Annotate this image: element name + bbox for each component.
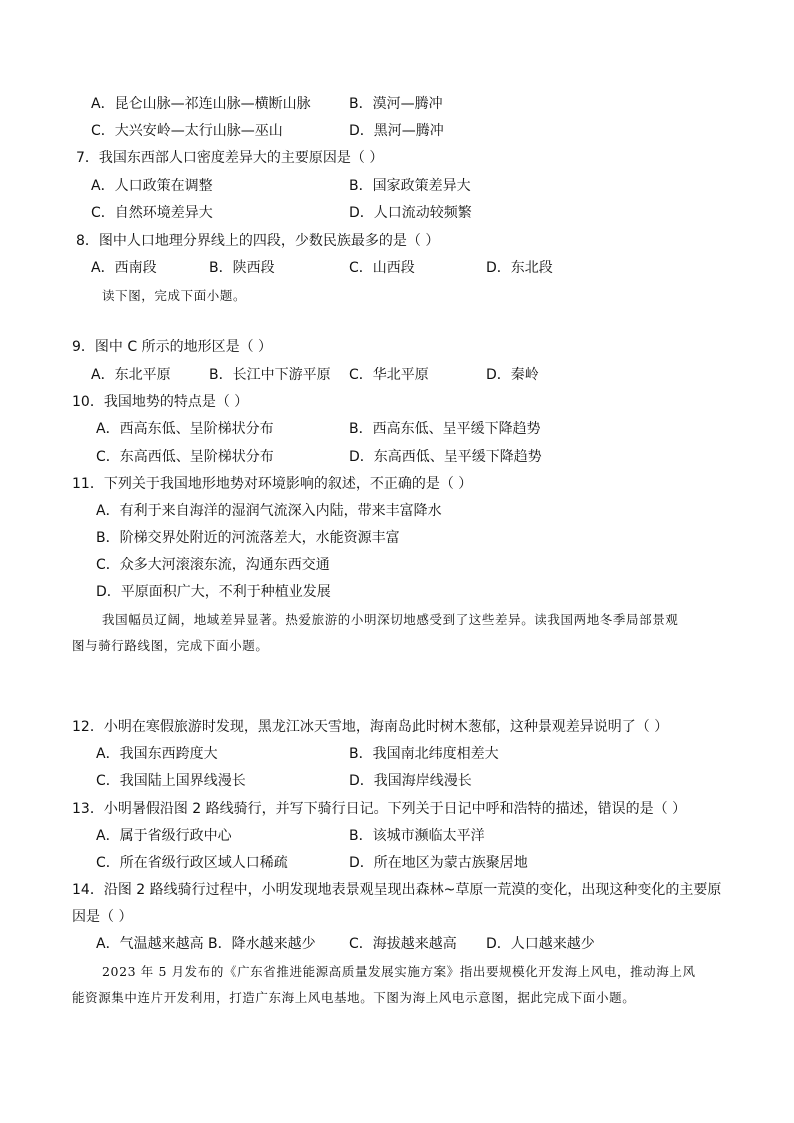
- passage-note-line1: 我国幅员辽阔，地域差异显著。热爱旅游的小明深切地感受到了这些差异。读我国两地冬季局部景观: [102, 612, 679, 627]
- q14-stem-line2: 因是（ ）: [72, 909, 133, 925]
- q6-option-a: A．昆仑山脉—祁连山脉—横断山脉: [91, 96, 311, 112]
- q6-option-c: C．大兴安岭—太行山脉—巫山: [91, 123, 283, 139]
- q14-option-c: C．海拔越来越高: [349, 936, 457, 952]
- q14-option-ab: A．气温越来越高 B．降水越来越少: [96, 936, 316, 952]
- q9-option-b: B．长江中下游平原: [209, 367, 331, 383]
- q9-option-a: A．东北平原: [91, 367, 171, 383]
- q12-option-d: D．我国海岸线漫长: [349, 773, 472, 789]
- q6-option-d: D．黑河—腾冲: [349, 123, 444, 139]
- q7-option-c: C．自然环境差异大: [91, 205, 213, 221]
- q13-stem: 13．小明暑假沿图 2 路线骑行，并写下骑行日记。下列关于日记中呼和浩特的描述，错误的是（ ）: [72, 801, 687, 817]
- q14-stem-line1: 14．沿图 2 路线骑行过程中，小明发现地表景观呈现出森林~草原一荒漠的变化，出现这种变化的主要原: [72, 882, 722, 898]
- q7-option-d: D．人口流动较频繁: [349, 205, 472, 221]
- q11-option-b: B．阶梯交界处附近的河流落差大，水能资源丰富: [96, 530, 400, 546]
- q10-option-b: B．西高东低、呈平缓下降趋势: [349, 421, 541, 437]
- q10-option-d: D．东高西低、呈平缓下降趋势: [349, 449, 542, 465]
- q12-option-b: B．我国南北纬度相差大: [349, 746, 499, 762]
- q8-option-c: C．山西段: [349, 260, 415, 276]
- passage-note3-line1: 2023 年 5 月发布的《广东省推进能源高质量发展实施方案》指出要规模化开发海上风电，推动海上风: [102, 964, 696, 979]
- q9-stem: 9．图中 C 所示的地形区是（ ）: [72, 339, 273, 355]
- q12-stem: 12．小明在寒假旅游时发现，黑龙江冰天雪地，海南岛此时树木葱郁，这种景观差异说明了（ ）: [72, 719, 669, 735]
- q10-option-a: A．西高东低、呈阶梯状分布: [96, 421, 274, 437]
- q14-option-d: D．人口越来越少: [486, 936, 595, 952]
- q7-option-b: B．国家政策差异大: [349, 178, 471, 194]
- q7-stem: 7．我国东西部人口密度差异大的主要原因是（ ）: [76, 150, 384, 166]
- q11-option-a: A．有利于来自海洋的湿润气流深入内陆，带来丰富降水: [96, 503, 442, 519]
- q13-option-b: B．该城市濒临太平洋: [349, 828, 485, 844]
- q6-option-b: B．漠河—腾冲: [349, 96, 443, 112]
- q8-option-a: A．西南段: [91, 260, 157, 276]
- q8-option-d: D．东北段: [486, 260, 553, 276]
- q11-stem: 11．下列关于我国地形地势对环境影响的叙述，不正确的是（ ）: [72, 476, 473, 492]
- q8-option-b: B．陕西段: [209, 260, 275, 276]
- q9-option-d: D．秦岭: [486, 367, 539, 383]
- instruction-note: 读下图，完成下面小题。: [102, 288, 247, 303]
- q12-option-a: A．我国东西跨度大: [96, 746, 218, 762]
- q9-option-c: C．华北平原: [349, 367, 429, 383]
- q7-option-a: A．人口政策在调整: [91, 178, 213, 194]
- passage-note-line2: 图与骑行路线图，完成下面小题。: [72, 638, 269, 653]
- q12-option-c: C．我国陆上国界线漫长: [96, 773, 246, 789]
- q10-option-c: C．东高西低、呈阶梯状分布: [96, 449, 274, 465]
- q8-stem: 8．图中人口地理分界线上的四段，少数民族最多的是（ ）: [76, 233, 440, 249]
- q11-option-d: D．平原面积广大，不利于种植业发展: [96, 584, 331, 600]
- q11-option-c: C．众多大河滚滚东流，沟通东西交通: [96, 557, 330, 573]
- q13-option-a: A．属于省级行政中心: [96, 828, 232, 844]
- q13-option-d: D．所在地区为蒙古族聚居地: [349, 855, 528, 871]
- passage-note3-line2: 能资源集中连片开发利用，打造广东海上风电基地。下图为海上风电示意图，据此完成下面小题。: [72, 990, 636, 1005]
- q13-option-c: C．所在省级行政区域人口稀疏: [96, 855, 288, 871]
- q10-stem: 10．我国地势的特点是（ ）: [72, 394, 249, 410]
